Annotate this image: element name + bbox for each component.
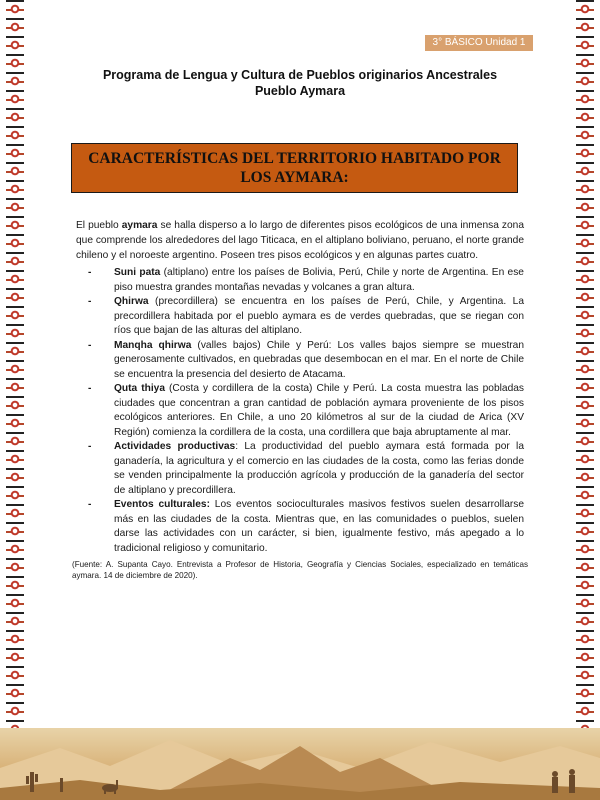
- intro-paragraph: [76, 218, 524, 264]
- title-box: [71, 143, 518, 193]
- source-citation: (Fuente: A. Supanta Cayo. Entrevista a Profesor de Historia, Geografía y Ciencias Sociales, especializado en temáticas aymara. 14 de diciembre de 2020).: [72, 560, 528, 580]
- list-dash: -: [88, 296, 92, 307]
- intro-text-after: se halla disperso a lo largo de diferentes pisos ecológicos de una inmensa zona que comprende los alrededores del lago Titicaca, en el altiplano boliviano, peruano, el norte grande chileno y el noroeste argentino. Poseen tres pisos ecológicos y en algunas partes cuatro.: [76, 220, 524, 262]
- list-dash: -: [88, 441, 92, 452]
- list-dash: -: [88, 267, 92, 278]
- page-title: CARACTERÍSTICAS DEL TERRITORIO HABITADO POR LOS AYMARA:: [88, 150, 501, 186]
- intro-text-before: El pueblo: [76, 220, 122, 231]
- list-item: [88, 339, 524, 383]
- list-item-term: Quta thiya: [114, 383, 165, 394]
- decorative-border-left: [6, 0, 24, 728]
- list-item-text: (Costa y cordillera de la costa) Chile y Perú. La costa muestra las pobladas ciudades que concentran a gran cantidad de población aymara proveniente de los pisos ecológicos anteriores. En Chile, a uno 20 kilómetros al sur de la ciudad de Arica (XV Región) comienza la cordillera de la costa, una cordillera que baja abruptamente al mar.: [114, 383, 524, 438]
- list-item: [88, 295, 524, 339]
- intro-bold-term: aymara: [121, 220, 158, 231]
- list-item-text: : La productividad del pueblo aymara está formada por la ganadería, la agricultura y el comercio en las ciudades de la costa, como las ferias donde se venden principalmente la producción agrícola y producción de la ganadería del sector de altiplano y precordillera.: [114, 441, 524, 496]
- list-item: [88, 266, 524, 295]
- decorative-border-right: [576, 0, 594, 728]
- list-item-term: Suni pata: [114, 267, 161, 278]
- list-dash: -: [88, 499, 92, 510]
- list-item: [88, 498, 524, 556]
- list-item-term: Qhirwa: [114, 296, 149, 307]
- program-line-2: Pueblo Aymara: [254, 84, 346, 98]
- list-item-text: (precordillera) se encuentra en los países de Perú, Chile, y Argentina. La precordillera habitada por el pueblo aymara es de verdes quebradas, que se riegan con ríos que bajan de las alturas del altiplano.: [114, 296, 524, 336]
- list-item-text: (valles bajos) Chile y Perú: Los valles bajos siempre se muestran generosamente cultivados, en quebradas que desembocan en el mar. En el norte de Chile se encuentra la presencia del desierto de Atacama.: [114, 339, 525, 380]
- program-heading: [60, 67, 540, 99]
- landscape-footer: [0, 728, 600, 800]
- ecological-floors-list: [88, 266, 524, 556]
- list-item-text: (altiplano) entre los países de Bolivia, Perú, Chile y norte de Argentina. En ese piso muestra grandes montañas nevadas y volcanes a gran altura.: [114, 267, 524, 293]
- program-line-1: Programa de Lengua y Cultura de Pueblos originarios Ancestrales: [102, 68, 498, 82]
- grade-badge: 3° BÁSICO Unidad 1: [425, 35, 533, 51]
- list-item-term: Eventos culturales:: [114, 499, 210, 510]
- list-item-text: Los eventos socioculturales masivos festivos suelen desarrollarse más en las ciudades de la costa. Mientras que, en las comunidades o pueblos, suelen darse las actividades con un carácter, si bien, igualmente festivo, más apegado a lo tradicional religioso y comunitario.: [114, 499, 525, 554]
- list-dash: -: [88, 383, 92, 394]
- list-item-term: Manqha qhirwa: [114, 339, 192, 351]
- list-dash: -: [88, 339, 92, 351]
- list-item: [88, 382, 524, 440]
- list-item: [88, 440, 524, 498]
- list-item-term: Actividades productivas: [114, 441, 236, 452]
- landscape-illustration-icon: [0, 728, 600, 800]
